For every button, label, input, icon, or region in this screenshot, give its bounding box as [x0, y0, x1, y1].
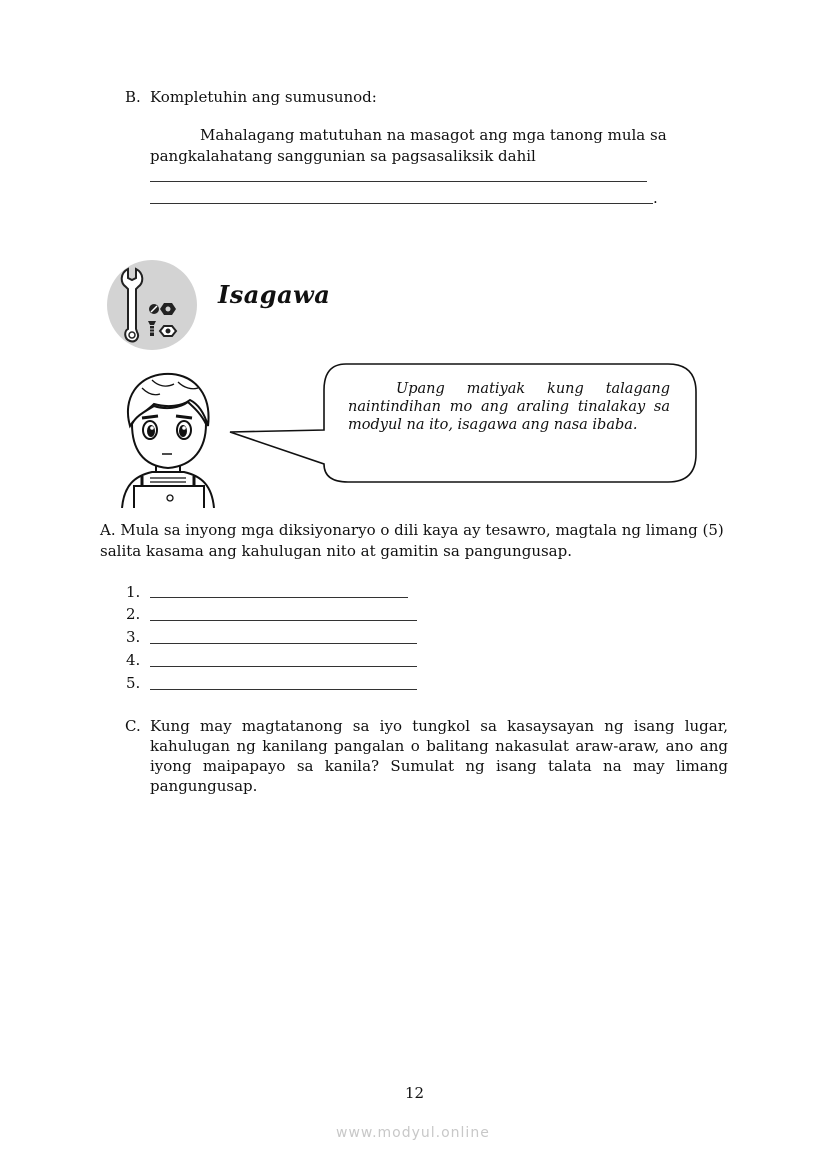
- list-item-number: 3.: [126, 628, 141, 646]
- part-b-line-1: Mahalagang matutuhan na masagot ang mga tanong mula sa: [200, 126, 667, 144]
- part-c-text: Kung may magtatanong sa iyo tungkol sa kasaysayan ng isang lugar, kahulugan ng kanilang pangalan o balitang nakasulat araw-araw, ano ang iyong maipapayo sa kanila? Sumulat ng isang talata na may limang pangungusap.: [150, 717, 728, 795]
- list-item-answer-line[interactable]: [150, 620, 417, 621]
- part-c-label: C.: [125, 717, 141, 735]
- list-item-answer-line[interactable]: [150, 643, 417, 644]
- footer-watermark: www.modyul.online: [336, 1125, 490, 1141]
- part-a-line-2: salita kasama ang kahulugan nito at gamitin sa pangungusap.: [100, 542, 572, 560]
- list-item-number: 2.: [126, 605, 141, 623]
- part-b-heading: Kompletuhin ang sumusunod:: [150, 88, 377, 106]
- page-number: 12: [405, 1084, 425, 1102]
- part-b-end-period: .: [653, 189, 658, 207]
- student-character-illustration: [112, 368, 222, 508]
- list-item-number: 5.: [126, 674, 141, 692]
- list-item-answer-line[interactable]: [150, 597, 408, 598]
- part-b-answer-line-2[interactable]: [150, 203, 653, 204]
- list-item-number: 4.: [126, 651, 141, 669]
- part-b-answer-line-1[interactable]: [150, 181, 647, 182]
- part-b-label: B.: [125, 88, 141, 106]
- list-item-answer-line[interactable]: [150, 689, 417, 690]
- wrench-and-nuts-icon: [106, 259, 198, 351]
- speech-bubble-text: Upang matiyak kung talagang naintindihan mo ang araling tinalakay sa modyul na ito, isagawa ang nasa ibaba.: [348, 381, 670, 433]
- list-item-answer-line[interactable]: [150, 666, 417, 667]
- part-a-line-1: A. Mula sa inyong mga diksiyonaryo o dili kaya ay tesawro, magtala ng limang (5): [100, 521, 724, 539]
- section-title-isagawa: Isagawa: [218, 280, 331, 309]
- part-b-line-2: pangkalahatang sanggunian sa pagsasaliksik dahil: [150, 147, 536, 165]
- list-item-number: 1.: [126, 583, 141, 601]
